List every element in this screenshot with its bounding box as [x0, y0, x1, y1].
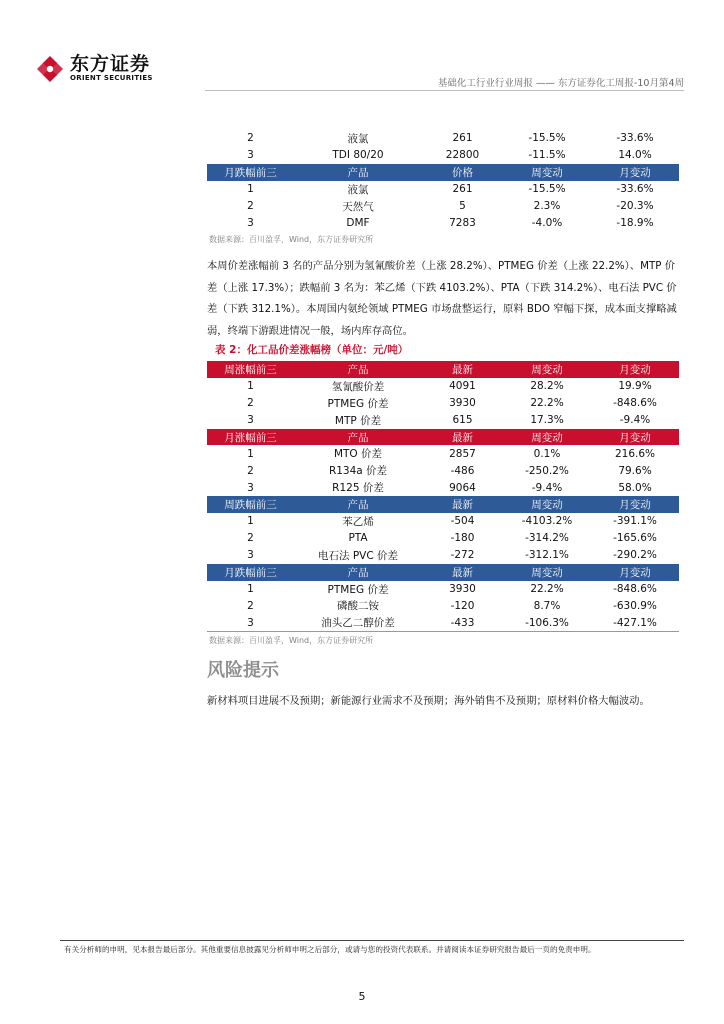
- table-cell: 9064: [449, 481, 476, 494]
- table-cell: 3: [247, 216, 254, 229]
- table-cell: 19.9%: [618, 380, 652, 393]
- table-cell: 8.7%: [533, 599, 561, 612]
- table-cell: 最新: [422, 361, 503, 378]
- table-cell: 油头乙二醇价差: [321, 617, 395, 630]
- table-cell: 3: [247, 149, 254, 162]
- table-cell: -4.0%: [531, 216, 563, 229]
- table-cell: 周变动: [503, 164, 591, 181]
- table-cell: -18.9%: [616, 216, 654, 229]
- table-cell: 22800: [445, 149, 480, 162]
- table-cell: 2: [247, 599, 254, 612]
- spread-ranking-table: [207, 361, 679, 631]
- table-2-caption: 表 2：化工品价差涨幅榜（单位：元/吨）: [215, 344, 409, 356]
- table-cell: 周跌幅前三: [207, 496, 294, 513]
- table-cell: 2: [247, 464, 254, 477]
- table-cell: R125 价差: [332, 482, 384, 495]
- table-cell: -33.6%: [616, 183, 654, 196]
- table-cell: 磷酸二铵: [337, 600, 379, 613]
- table-cell: 月变动: [591, 361, 679, 378]
- table-cell: 17.3%: [530, 414, 564, 427]
- table-cell: 22.2%: [530, 583, 564, 596]
- table-cell: 最新: [422, 564, 503, 581]
- table-cell: 氢氰酸价差: [331, 380, 385, 393]
- table-cell: 月跌幅前三: [207, 164, 294, 181]
- table-cell: 1: [247, 447, 254, 460]
- table-header-row: [207, 496, 679, 513]
- table-2-source: 数据来源：百川盈孚，Wind，东方证券研究所: [209, 636, 374, 646]
- table-row: [207, 513, 679, 530]
- table-cell: 2: [247, 397, 254, 410]
- table-cell: -848.6%: [613, 583, 657, 596]
- logo-chinese-name: 东方证券: [70, 53, 151, 75]
- table-cell: 2.3%: [533, 200, 561, 212]
- table-cell: 1: [247, 515, 254, 528]
- table-cell: 周变动: [503, 429, 591, 446]
- table-cell: -106.3%: [525, 616, 569, 629]
- table-cell: PTMEG 价差: [327, 583, 389, 596]
- table-row: [207, 581, 679, 598]
- table-cell: 5: [459, 200, 466, 212]
- logo-english-name: ORIENT SECURITIES: [70, 74, 153, 82]
- table-cell: 月跌幅前三: [207, 564, 294, 581]
- table-cell: 1: [247, 183, 254, 196]
- table-1-source: 数据来源：百川盈孚，Wind，东方证券研究所: [209, 235, 374, 245]
- table-cell: 液氯: [347, 183, 369, 196]
- table-cell: 产品: [294, 564, 422, 581]
- table-cell: 最新: [422, 429, 503, 446]
- table-cell: -180: [450, 532, 475, 545]
- table-cell: 2: [247, 132, 254, 145]
- table-cell: -630.9%: [613, 599, 657, 612]
- table-cell: 3: [247, 414, 254, 427]
- table-cell: 产品: [294, 164, 422, 181]
- table-cell: 液氯: [347, 132, 369, 145]
- company-logo: [36, 54, 153, 83]
- table-cell: -272: [450, 549, 475, 562]
- table-cell: -314.2%: [525, 532, 569, 545]
- table-header-row: [207, 164, 679, 181]
- table-cell: 周变动: [503, 564, 591, 581]
- table-cell: TDI 80/20: [332, 149, 384, 162]
- table-cell: 周涨幅前三: [207, 361, 294, 378]
- table-cell: 3930: [449, 583, 476, 596]
- table-cell: R134a 价差: [328, 465, 388, 478]
- table-row: [207, 412, 679, 429]
- risk-text: 新材料项目进展不及预期；新能源行业需求不及预期；海外销售不及预期；原材料价格大幅波动。: [207, 695, 650, 707]
- table-cell: 3930: [449, 397, 476, 410]
- risk-section: [207, 656, 679, 682]
- risk-title: 风险提示: [207, 660, 279, 681]
- table-row: [207, 547, 679, 564]
- table-cell: 产品: [294, 496, 422, 513]
- table-cell: 1: [247, 583, 254, 596]
- table-cell: -165.6%: [613, 532, 657, 545]
- table-cell: PTA: [348, 532, 368, 545]
- table-cell: 1: [247, 380, 254, 393]
- footer-divider: [60, 940, 684, 941]
- table-cell: 产品: [294, 361, 422, 378]
- table-cell: 最新: [422, 496, 503, 513]
- table-cell: -290.2%: [613, 549, 657, 562]
- table-cell: 月变动: [591, 429, 679, 446]
- table-1-block: [207, 130, 679, 249]
- table-row: [207, 395, 679, 412]
- table-cell: MTO 价差: [333, 448, 383, 461]
- table-cell: 4091: [449, 380, 476, 393]
- table-cell: -120: [450, 599, 475, 612]
- table-cell: 58.0%: [618, 481, 652, 494]
- table-cell: 3: [247, 549, 254, 562]
- table-cell: -391.1%: [613, 515, 657, 528]
- table-row: [207, 181, 679, 198]
- table-row: [207, 479, 679, 496]
- table-cell: PTMEG 价差: [327, 397, 389, 410]
- table-row: [207, 614, 679, 631]
- table-cell: 月涨幅前三: [207, 429, 294, 446]
- table-cell: 615: [452, 414, 473, 427]
- table-header-row: [207, 361, 679, 378]
- footer-disclaimer: 有关分析师的申明，见本报告最后部分。其他重要信息披露见分析师申明之后部分，或请与您的投资代表联系。并请阅读本证券研究报告最后一页的免责申明。: [64, 945, 596, 954]
- body-paragraph: 本周价差涨幅前 3 名的产品分别为氢氰酸价差（上涨 28.2%）、PTMEG 价差（上涨 22.2%）、MTP 价差（上涨 17.3%）；跌幅前 3 名为：苯乙烯（下跌 4103.2%）、PTA（下跌 314.2%）、电石法 PVC 价差（下跌 312.1%）。本周国内氨纶领域 PTMEG 市场盘整运行，原料 BDO 窄幅下探，成本面支撑略减弱，终端下游跟进情况一般，场内库存高位。: [207, 260, 677, 337]
- table-cell: -33.6%: [616, 132, 654, 145]
- table-cell: 79.6%: [618, 464, 652, 477]
- table-cell: 2857: [449, 447, 476, 460]
- table-cell: 14.0%: [618, 149, 652, 162]
- table-cell: 3: [247, 616, 254, 629]
- table-cell: 2: [247, 200, 254, 212]
- table-cell: 7283: [449, 216, 476, 229]
- table-cell: 月变动: [591, 496, 679, 513]
- table-cell: -9.4%: [619, 414, 651, 427]
- table-row: [207, 378, 679, 395]
- table-cell: 月变动: [591, 564, 679, 581]
- table-cell: -15.5%: [528, 183, 566, 196]
- table-cell: 电石法 PVC 价差: [317, 549, 399, 562]
- table-cell: -15.5%: [528, 132, 566, 145]
- table-row: [207, 130, 679, 147]
- table-cell: 261: [452, 183, 473, 196]
- table-row: [207, 597, 679, 614]
- table-cell: 22.2%: [530, 397, 564, 410]
- table-cell: 3: [247, 481, 254, 494]
- report-title: 基础化工行业行业周报 —— 东方证券化工周报-10月第4周: [437, 78, 684, 89]
- table-cell: 2: [247, 532, 254, 545]
- table-cell: 28.2%: [530, 380, 564, 393]
- table-row: [207, 530, 679, 547]
- table-cell: 周变动: [503, 361, 591, 378]
- table-cell: 周变动: [503, 496, 591, 513]
- table-cell: 0.1%: [533, 447, 561, 460]
- table-row: [207, 462, 679, 479]
- page-number: 5: [358, 990, 366, 1003]
- table-cell: 苯乙烯: [342, 515, 374, 528]
- table-row: [207, 214, 679, 231]
- table-cell: -4103.2%: [521, 515, 573, 528]
- table-row: [207, 198, 679, 215]
- table-cell: -312.1%: [525, 549, 569, 562]
- table-cell: 价格: [422, 164, 503, 181]
- table-cell: -11.5%: [528, 149, 566, 162]
- table-cell: -9.4%: [531, 481, 563, 494]
- header-divider: [205, 90, 684, 91]
- table-cell: 天然气: [342, 200, 374, 213]
- table-row: [207, 445, 679, 462]
- table-row: [207, 147, 679, 164]
- table-cell: 216.6%: [614, 447, 656, 460]
- table-cell: 261: [452, 132, 473, 145]
- table-cell: DMF: [346, 216, 370, 229]
- table-cell: -250.2%: [525, 464, 569, 477]
- table-cell: MTP 价差: [334, 414, 382, 427]
- table-header-row: [207, 564, 679, 581]
- table-cell: 月变动: [591, 164, 679, 181]
- table-header-row: [207, 429, 679, 446]
- table-cell: -20.3%: [616, 200, 654, 212]
- table-cell: -433: [450, 616, 475, 629]
- commodity-price-table: [207, 130, 679, 231]
- table-cell: 产品: [294, 429, 422, 446]
- logo-mark-icon: [36, 55, 64, 83]
- table-cell: -504: [450, 515, 475, 528]
- table-cell: -848.6%: [613, 397, 657, 410]
- table-2-block: [207, 339, 679, 650]
- table-cell: -486: [450, 464, 475, 477]
- table-cell: -427.1%: [613, 616, 657, 629]
